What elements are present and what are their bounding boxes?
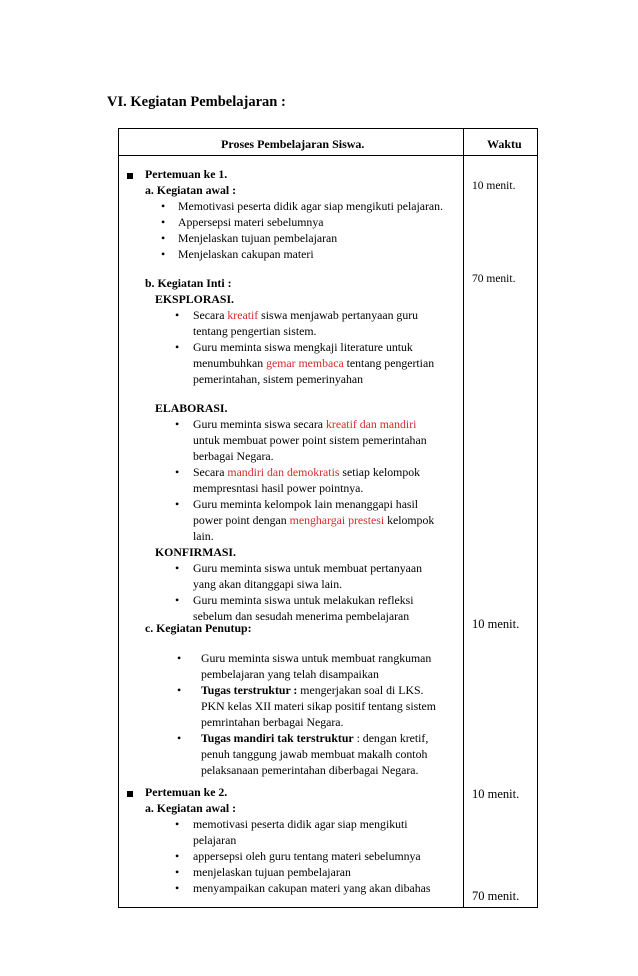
list-item: Guru meminta siswa untuk membuat pertanyaan — [193, 561, 422, 575]
list-item-continued: sebelum dan sesudah menerima pembelajaran — [193, 609, 410, 623]
elaboration-heading: ELABORASI. — [155, 401, 228, 415]
list-item-continued: pemrintahan berbagai Negara. — [201, 715, 344, 729]
bullet-icon: • — [175, 865, 180, 879]
list-item-continued: pembelajaran yang telah disampaikan — [201, 667, 379, 681]
list-item-continued: yang akan ditanggapi siwa lain. — [193, 577, 343, 591]
list-item: Guru meminta kelompok lain menanggapi hasil — [193, 497, 419, 511]
meeting-2-opening-time: 10 menit. — [472, 787, 520, 801]
meeting-1-opening-time: 10 menit. — [472, 180, 516, 192]
header-divider — [119, 155, 537, 156]
bullet-icon: • — [175, 497, 180, 511]
list-item-continued: power point dengan menghargai prestesi kelompok — [193, 513, 435, 527]
square-bullet-icon — [127, 173, 133, 179]
column-header-time: Waktu — [487, 137, 522, 151]
meeting-1-opening-label: a. Kegiatan awal : — [145, 183, 237, 197]
list-item-continued: penuh tanggung jawab membuat makalh contoh — [201, 747, 428, 761]
list-item-continued: mempresntasi hasil power pointnya. — [193, 481, 364, 495]
bullet-icon: • — [177, 683, 182, 697]
list-item: Guru meminta siswa mengkaji literature untuk — [193, 340, 413, 354]
exploration-heading: EKSPLORASI. — [155, 292, 234, 306]
meeting-2-core-time: 70 menit. — [472, 889, 520, 903]
list-item-continued: pelaksanaan pemerintahan diberbagai Negara. — [201, 763, 419, 777]
list-item: menjelaskan tujuan pembelajaran — [193, 865, 351, 879]
meeting-2-opening-label: a. Kegiatan awal : — [145, 801, 237, 815]
highlight-text: kreatif dan mandiri — [326, 417, 417, 431]
bullet-icon: • — [161, 247, 166, 261]
bullet-icon: • — [175, 417, 180, 431]
column-divider — [463, 129, 464, 907]
list-item-continued: untuk membuat power point sistem pemerintahan — [193, 433, 427, 447]
meeting-1-core-time: 70 menit. — [472, 273, 516, 285]
bullet-icon: • — [177, 731, 182, 745]
bullet-icon: • — [161, 215, 166, 229]
highlight-text: mandiri dan demokratis — [227, 465, 340, 479]
list-item: appersepsi oleh guru tentang materi sebelumnya — [193, 849, 421, 863]
highlight-text: menghargai prestesi — [289, 513, 385, 527]
meeting-1-title: Pertemuan ke 1. — [145, 167, 228, 181]
bullet-icon: • — [175, 340, 180, 354]
list-item: Memotivasi peserta didik agar siap mengikuti pelajaran. — [178, 199, 444, 213]
list-item: Guru meminta siswa secara kreatif dan mandiri — [193, 417, 417, 431]
list-item-continued: pemerintahan, sistem pemerinyahan — [193, 372, 364, 386]
bullet-icon: • — [175, 881, 180, 895]
list-item: menyampaikan cakupan materi yang akan dibahas — [193, 881, 431, 895]
list-item-continued: menumbuhkan gemar membaca tentang pengertian — [193, 356, 435, 370]
highlight-text: gemar membaca — [266, 356, 344, 370]
bullet-icon: • — [175, 561, 180, 575]
bullet-icon: • — [175, 817, 180, 831]
bullet-icon: • — [161, 199, 166, 213]
highlight-text: kreatif — [227, 308, 259, 322]
bullet-icon: • — [175, 465, 180, 479]
meeting-1-core-label: b. Kegiatan Inti : — [145, 276, 232, 290]
list-item: Tugas terstruktur : mengerjakan soal di LKS. — [201, 683, 424, 697]
list-item: memotivasi peserta didik agar siap mengikuti — [193, 817, 408, 831]
column-header-process: Proses Pembelajaran Siswa. — [221, 137, 365, 151]
list-item: Tugas mandiri tak terstruktur : dengan kretif, — [201, 731, 429, 745]
list-item-continued: tentang pengertian sistem. — [193, 324, 317, 338]
list-item: Secara mandiri dan demokratis setiap kelompok — [193, 465, 421, 479]
bullet-icon: • — [177, 651, 182, 665]
list-item-continued: pelajaran — [193, 833, 237, 847]
list-item: Secara kreatif siswa menjawab pertanyaan guru — [193, 308, 419, 322]
list-item-continued: PKN kelas XII materi sikap positif tentang sistem — [201, 699, 436, 713]
list-item: Appersepsi materi sebelumnya — [178, 215, 324, 229]
list-item: Menjelaskan tujuan pembelajaran — [178, 231, 338, 245]
square-bullet-icon — [127, 791, 133, 797]
confirmation-heading: KONFIRMASI. — [155, 545, 236, 559]
list-item: Guru meminta siswa untuk melakukan refleksi — [193, 593, 414, 607]
bullet-icon: • — [175, 593, 180, 607]
list-item-continued: berbagai Negara. — [193, 449, 274, 463]
list-item: Menjelaskan cakupan materi — [178, 247, 314, 261]
meeting-2-title: Pertemuan ke 2. — [145, 785, 228, 799]
section-heading: VI. Kegiatan Pembelajaran : — [107, 94, 286, 110]
list-item: Guru meminta siswa untuk membuat rangkuman — [201, 651, 432, 665]
meeting-1-closing-label: c. Kegiatan Penutup: — [145, 621, 252, 635]
bullet-icon: • — [175, 308, 180, 322]
bullet-icon: • — [161, 231, 166, 245]
list-item-continued: lain. — [193, 529, 214, 543]
meeting-1-closing-time: 10 menit. — [472, 617, 520, 631]
bullet-icon: • — [175, 849, 180, 863]
